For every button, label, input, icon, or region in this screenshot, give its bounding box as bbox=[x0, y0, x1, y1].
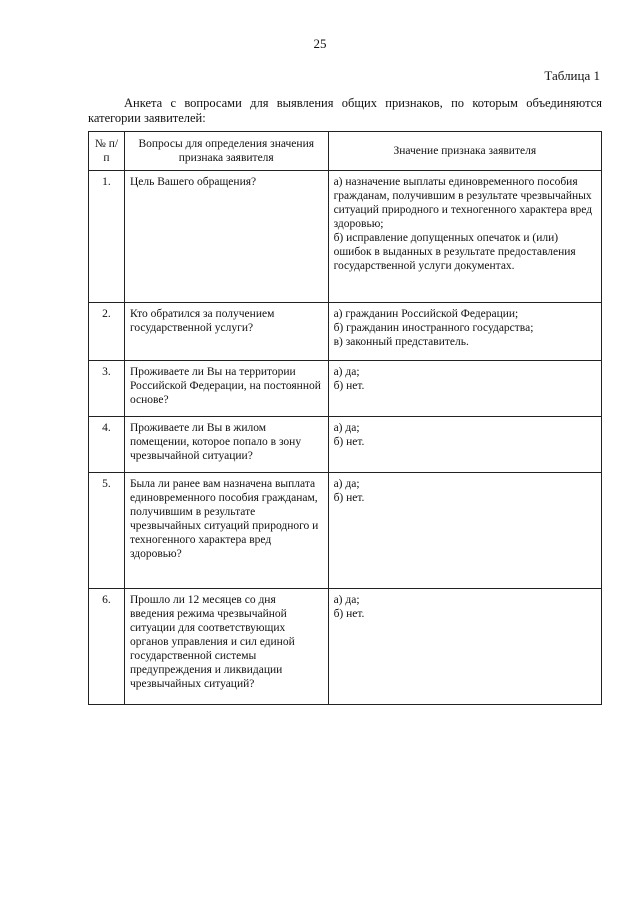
header-answer: Значение признака заявителя bbox=[328, 132, 601, 171]
row-answers bbox=[328, 171, 601, 303]
row-answers bbox=[328, 589, 601, 705]
table-row bbox=[89, 589, 602, 705]
table-row bbox=[89, 171, 602, 303]
row-number: 3. bbox=[89, 361, 125, 417]
row-question: Прошло ли 12 месяцев со дня введения режима чрезвычайной ситуации для соответствующих органов управления и сил единой государственной системы предупреждения и ликвидации чрезвычайных ситуаций? bbox=[124, 589, 328, 705]
answer-line: б) нет. bbox=[333, 608, 365, 620]
answer-line: б) нет. bbox=[333, 436, 365, 448]
row-number: 6. bbox=[89, 589, 125, 705]
page-number: 25 bbox=[313, 36, 327, 51]
table-caption: Таблица 1 bbox=[544, 68, 600, 83]
table-row bbox=[89, 361, 602, 417]
row-number: 1. bbox=[89, 171, 125, 303]
header-question: Вопросы для определения значения признака заявителя bbox=[124, 132, 328, 171]
row-question: Проживаете ли Вы на территории Российской Федерации, на постоянной основе? bbox=[124, 361, 328, 417]
survey-table bbox=[88, 131, 602, 705]
row-question: Была ли ранее вам назначена выплата единовременного пособия гражданам, получившим в результате чрезвычайных ситуаций природного и техногенного характера вред здоровью? bbox=[124, 473, 328, 589]
intro-paragraph: Анкета с вопросами для выявления общих признаков, по которым объединяются категории заявителей: bbox=[88, 96, 602, 125]
row-number: 5. bbox=[89, 473, 125, 589]
table-row bbox=[89, 473, 602, 589]
row-number: 4. bbox=[89, 417, 125, 473]
row-question: Цель Вашего обращения? bbox=[124, 171, 328, 303]
row-number: 2. bbox=[89, 303, 125, 361]
table-row bbox=[89, 417, 602, 473]
header-number: № п/п bbox=[89, 132, 125, 171]
answer-line: а) да; bbox=[333, 594, 360, 606]
answer-line: а) да; bbox=[333, 366, 360, 378]
table-header-row bbox=[89, 132, 602, 171]
answer-line: а) да; bbox=[333, 422, 360, 434]
row-answers bbox=[328, 303, 601, 361]
answer-line: в) законный представитель. bbox=[333, 336, 469, 348]
answer-line: б) нет. bbox=[333, 492, 365, 504]
answer-line: б) гражданин иностранного государства; bbox=[333, 322, 534, 334]
answer-line: а) гражданин Российской Федерации; bbox=[333, 308, 519, 320]
answer-line: б) нет. bbox=[333, 380, 365, 392]
row-answers bbox=[328, 361, 601, 417]
answer-line: а) назначение выплаты единовременного пособия гражданам, получившим в результате чрезвычайных ситуаций природного и техногенного характера вред здоровью; bbox=[333, 176, 593, 230]
row-answers bbox=[328, 473, 601, 589]
row-answers bbox=[328, 417, 601, 473]
answer-line: а) да; bbox=[333, 478, 360, 490]
table-row bbox=[89, 303, 602, 361]
row-question: Кто обратился за получением государственной услуги? bbox=[124, 303, 328, 361]
row-question: Проживаете ли Вы в жилом помещении, которое попало в зону чрезвычайной ситуации? bbox=[124, 417, 328, 473]
answer-line: б) исправление допущенных опечаток и (или) ошибок в выданных в результате предоставления государственной услуги документах. bbox=[333, 232, 576, 272]
